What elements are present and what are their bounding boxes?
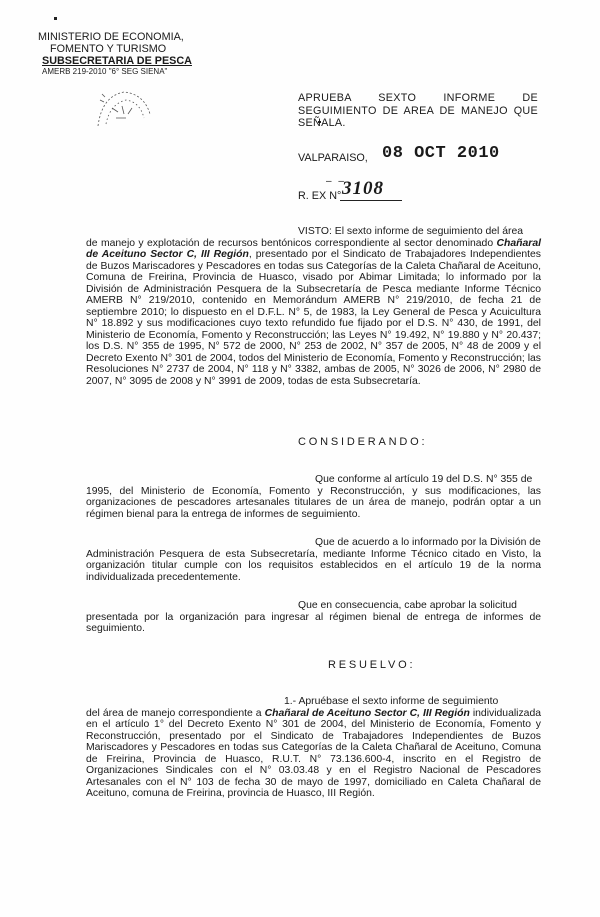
resuelvo-sector: Chañaral de Aceituno Sector C, III Región [264,707,470,719]
reference-code: AMERB 219-2010 "6° SEG SIENA" [42,67,168,76]
handwritten-mark: – – [326,176,346,187]
considerando-paragraph-1 [86,474,541,520]
considerando-paragraph-2 [86,537,541,583]
document-summary: APRUEBA SEXTO INFORME DE SEGUIMIENTO DE AREA DE MANEJO QUE SEÑALA. [298,92,538,129]
visto-intro: VISTO: El sexto informe de seguimiento del área [298,226,524,237]
considerando-p3-lead: Que en consecuencia, cabe aprobar la solicitud [298,600,517,611]
subsecretaria-line: SUBSECRETARIA DE PESCA [42,55,192,67]
visto-text-b: , presentado por el Sindicato de Trabajadores Independientes de Buzos Mariscadores y Pescadores en todas sus Categorías de la Caleta Chañaral de Aceituno, Comuna de Freirina, Provincia de Huasco, visado por Abimar Limitada; lo informado por la División de Administración Pesquera de la Subsecretaría de Pesca mediante Informe Técnico AMERB N° 219/2010, contenido en Memorándum AMERB N° 219/2010, de fecha 21 de septiembre 2010; lo dispuesto en el D.F.L. N° 5, de 1983, la Ley General de Pesca y Acuicultura N° 18.892 y sus modificaciones cuyo texto refundido fue fijado por el D.S. N° 430, de 1991, del Ministerio de Economía, Fomento y Reconstrucción; las Leyes N° 19.492, N° 19.880 y N° 20.437; los D.S. N° 355 de 1995, N° 572 de 2000, N° 253 de 2002, N° 357 de 2005, N° 48 de 2009 y el Decreto Exento N° 301 de 2004, todos del Ministerio de Economía, Fomento y Reconstrucción; las Resoluciones N° 2737 de 2004, N° 118 y N° 3382, ambas de 2005, N° 3026 de 2006, N° 2980 de 2007, N° 3095 de 2008 y N° 3991 de 2009, todas de esta Subsecretaría. [86,249,541,387]
considerando-p3-text: presentada por la organización para ingresar al régimen bienal de entrega de informes de seguimiento. [86,611,541,634]
resuelvo-p1-lead: 1.- Apruébase el sexto informe de seguimiento [284,696,499,707]
letterhead [38,31,192,77]
visto-paragraph [86,226,541,387]
considerando-p1-text: 1995, del Ministerio de Economía, Fomento y Reconstrucción, y sus modificaciones, las organizaciones de pescadores artesanales titulares de un área de manejo, podrán optar a un régimen bienal para la entrega de informes de seguimiento. [86,485,541,520]
ministry-line-2: FOMENTO Y TURISMO [50,43,167,55]
resuelvo-p1-text-a: del área de manejo correspondiente a [86,707,262,719]
resuelvo-paragraph-1 [86,696,541,800]
visto-sector: Chañaral de Aceituno Sector C, III Región [86,237,541,260]
resuelvo-heading: RESUELVO: [328,659,416,671]
considerando-p2-text: Administración Pesquera de esta Subsecretaría, mediante Informe Técnico citado en Visto, la organización titular cumple con los requisitos establecidos en el artículo 19 de la norma individualizada precedentemente. [86,548,541,583]
resolution-label: R. EX N° [298,190,342,202]
scan-speck [54,17,57,20]
place-label: VALPARAISO, [298,152,368,164]
considerando-p1-lead: Que conforme al artículo 19 del D.S. N° 355 de [315,474,533,485]
considerando-heading: CONSIDERANDO: [298,436,428,448]
ministry-line: MINISTERIO DE ECONOMIA, [38,31,184,43]
considerando-paragraph-3 [86,600,541,635]
visto-text-a: de manejo y explotación de recursos bentónicos correspondiente al sector denominado [86,237,494,249]
considerando-p2-lead: Que de acuerdo a lo informado por la División de [315,537,541,548]
resolution-number: 3108 [342,178,384,199]
resolution-underline [340,200,402,201]
date-stamp: 08 OCT 2010 [382,144,500,163]
resuelvo-p1-text-b: individualizada en el artículo 1° del Decreto Exento N° 301 de 2004, del Ministerio de Economía, Fomento y Reconstrucción, presentado por el Sindicato de Trabajadores Independientes de Buzos Mariscadores y Pescadores en todas sus Categorías de la Caleta Chañaral de Aceituno, Comuna de Freirina, Provincia de Huasco, R.U.T. N° 73.136.600-4, inscrito en el Registro de Organizaciones Sindicales con el N° 03.03.48 y en el Registro Nacional de Pescadores Artesanales con el N° 103 de fecha 30 de mayo de 1997, domiciliado en Caleta Chañaral de Aceituno, comuna de Freirina, provincia de Huasco, III Región. [86,707,542,799]
seal-stamp [92,88,154,132]
